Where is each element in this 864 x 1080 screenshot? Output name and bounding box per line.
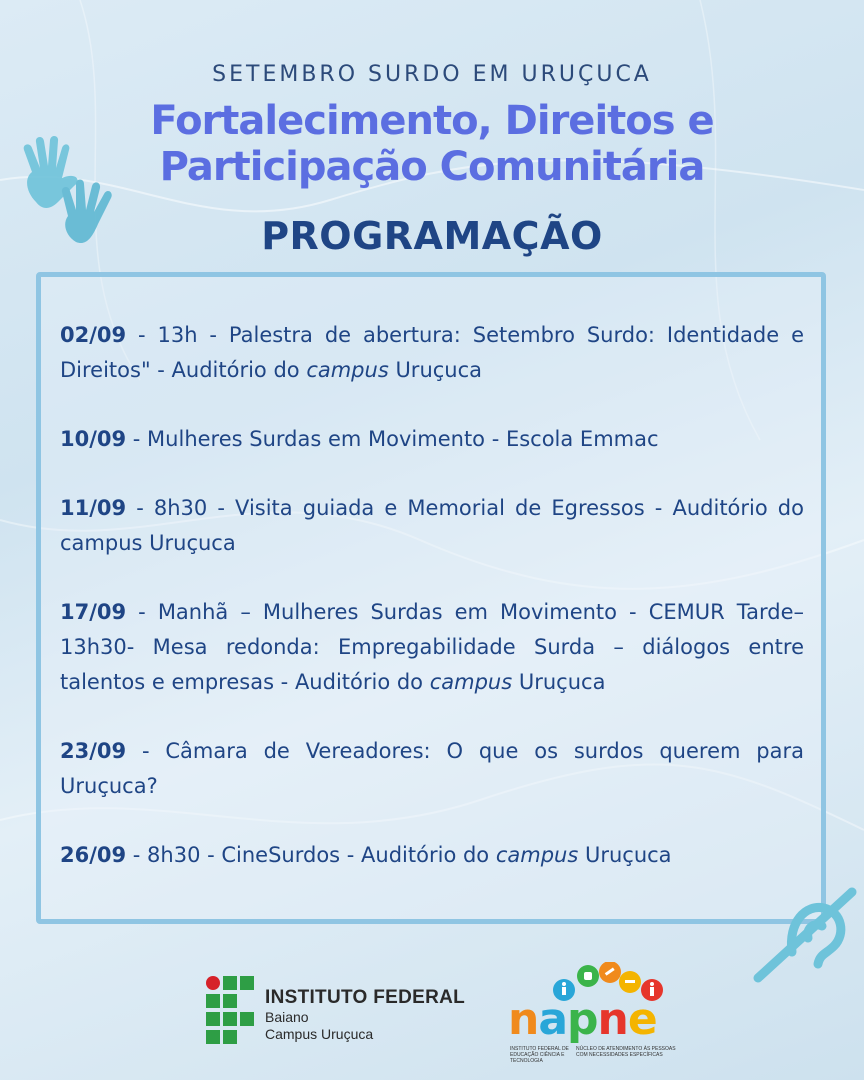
schedule-date: 02/09: [60, 323, 127, 347]
schedule-item: [60, 595, 804, 700]
schedule-text: - 8h30 - CineSurdos - Auditório do: [126, 843, 496, 867]
napne-right-caption: NÚCLEO DE ATENDIMENTO ÀS PESSOAS COM NECESSIDADES ESPECÍFICAS: [576, 1046, 676, 1058]
schedule-text: - 8h30 - Visita guiada e Memorial de Egressos - Auditório do campus Uruçuca: [60, 496, 804, 555]
section-title: PROGRAMAÇÃO: [261, 214, 603, 258]
schedule-item: [60, 491, 804, 561]
schedule-date: 17/09: [60, 600, 127, 624]
if-text: [265, 987, 465, 1043]
if-grid-logo-icon: [205, 975, 257, 1047]
schedule-text: - Manhã – Mulheres Surdas em Movimento - CEMUR Tarde– 13h30- Mesa redonda: Empregabilidade Surda – diálogos entre talentos e empresas - Auditório do: [60, 600, 804, 694]
schedule-item: [60, 838, 804, 873]
headline-line-2: Participação Comunitária: [159, 144, 705, 190]
napne-left-caption: INSTITUTO FEDERAL DE EDUCAÇÃO CIÊNCIA E TECNOLOGIA: [510, 1046, 569, 1064]
napne-letter: p: [567, 994, 598, 1045]
schedule-item: [60, 734, 804, 804]
event-kicker: SETEMBRO SURDO EM URUÇUCA: [212, 62, 652, 87]
schedule-text: - 13h - Palestra de abertura: Setembro Surdo: Identidade e Direitos" - Auditório do: [60, 323, 804, 382]
schedule-date: 10/09: [60, 427, 127, 451]
schedule-italic: campus: [495, 843, 579, 867]
schedule-date: 23/09: [60, 739, 127, 763]
napne-letter: e: [627, 994, 657, 1045]
schedule-italic: campus: [306, 358, 389, 382]
schedule-text: - Mulheres Surdas em Movimento - Escola Emmac: [126, 427, 659, 451]
schedule-text-end: Uruçuca: [578, 843, 672, 867]
schedule-date: 11/09: [60, 496, 127, 520]
schedule-text-end: Uruçuca: [388, 358, 483, 382]
sign-language-hands-icon: [6, 132, 136, 252]
deaf-ear-icon: [748, 882, 858, 992]
if-campus: Campus Uruçuca: [265, 1026, 374, 1042]
napne-letter: n: [508, 994, 539, 1045]
schedule-italic: campus: [429, 670, 513, 694]
napne-wordmark: [508, 994, 657, 1045]
if-baiano-logo: [205, 975, 495, 1047]
napne-letter: a: [538, 994, 568, 1045]
schedule-date: 26/09: [60, 843, 127, 867]
schedule-text: - Câmara de Vereadores: O que os surdos querem para Uruçuca?: [60, 739, 804, 798]
if-region: Baiano: [265, 1009, 309, 1025]
if-name: INSTITUTO FEDERAL: [265, 987, 466, 1008]
schedule-item: [60, 422, 804, 457]
schedule-text-end: Uruçuca: [512, 670, 606, 694]
napne-logo: [506, 962, 686, 1062]
napne-letter: n: [597, 994, 628, 1045]
schedule-list: [60, 318, 804, 907]
schedule-item: [60, 318, 804, 388]
headline-line-1: Fortalecimento, Direitos e: [150, 98, 714, 144]
